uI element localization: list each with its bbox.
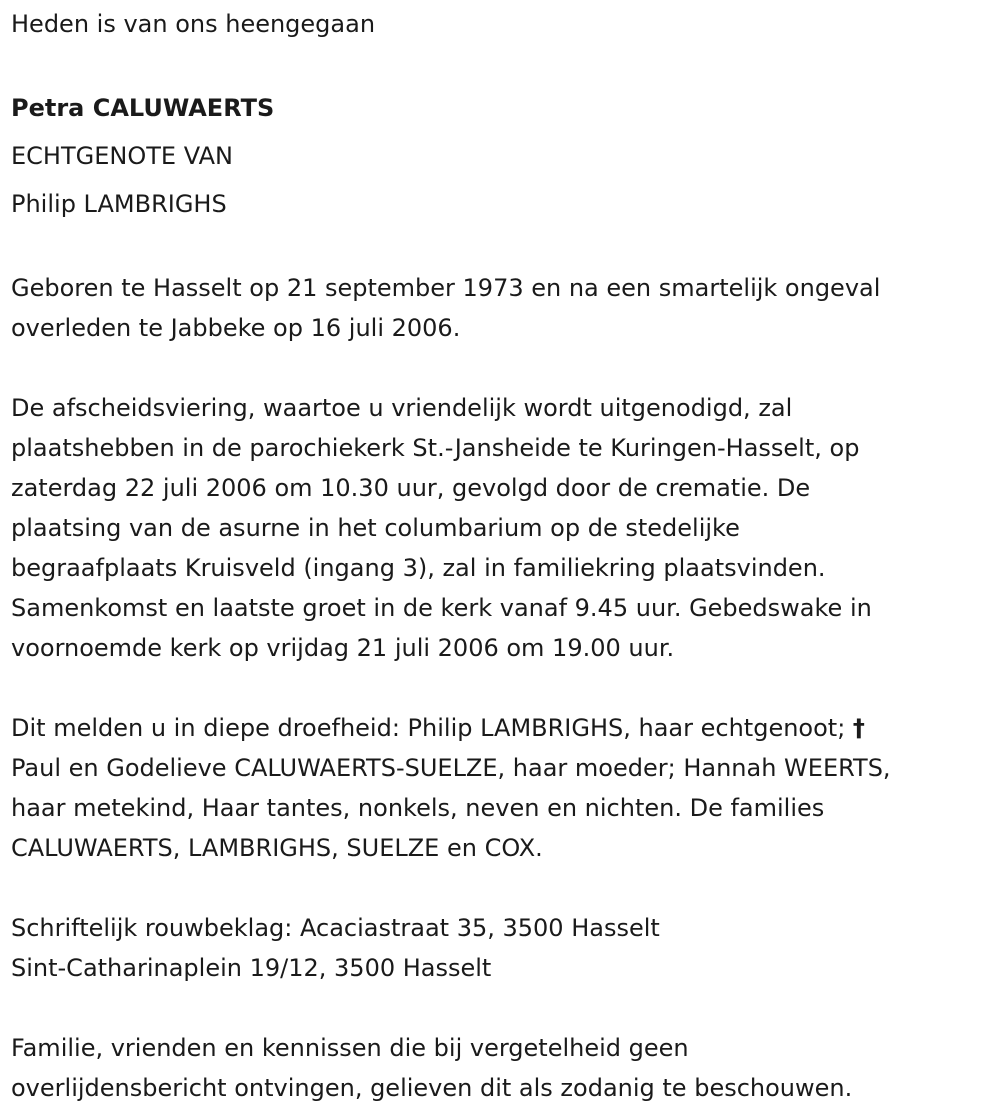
paragraph-line: zaterdag 22 juli 2006 om 10.30 uur, gevolgd door de crematie. De xyxy=(11,474,811,502)
cross-icon: † xyxy=(852,714,865,742)
spacer xyxy=(11,44,1000,84)
paragraph-line: haar metekind, Haar tantes, nonkels, neven en nichten. De families xyxy=(11,794,825,822)
condolence-address: Sint-Catharinaplein 19/12, 3500 Hasselt xyxy=(11,954,492,982)
paragraph-line: voornoemde kerk op vrijdag 21 juli 2006 om 19.00 uur. xyxy=(11,634,675,662)
spacer xyxy=(11,868,1000,908)
ceremony-paragraph xyxy=(11,388,1000,668)
mourners-text: Dit melden u in diepe droefheid: Philip LAMBRIGHS, haar echtgenoot; xyxy=(11,714,846,742)
condolences-paragraph xyxy=(11,908,1000,988)
paragraph-line: Paul en Godelieve CALUWAERTS-SUELZE, haar moeder; Hannah WEERTS, xyxy=(11,754,891,782)
spacer xyxy=(11,668,1000,708)
paragraph-line: plaatshebben in de parochiekerk St.-Jansheide te Kuringen-Hasselt, op xyxy=(11,434,860,462)
deceased-name: Petra CALUWAERTS xyxy=(11,94,275,122)
paragraph-line xyxy=(11,708,1000,748)
paragraph-line: overlijdensbericht ontvingen, gelieven dit als zodanig te beschouwen. xyxy=(11,1074,853,1102)
paragraph-line: plaatsing van de asurne in het columbarium op de stedelijke xyxy=(11,514,740,542)
spacer xyxy=(11,348,1000,388)
birth-death-paragraph xyxy=(11,268,1000,348)
paragraph-line: overleden te Jabbeke op 16 juli 2006. xyxy=(11,314,461,342)
paragraph-line: Familie, vrienden en kennissen die bij vergetelheid geen xyxy=(11,1034,689,1062)
paragraph-line: Geboren te Hasselt op 21 september 1973 en na een smartelijk ongeval xyxy=(11,274,881,302)
condolence-address: Schriftelijk rouwbeklag: Acaciastraat 35, 3500 Hasselt xyxy=(11,914,660,942)
paragraph-line: De afscheidsviering, waartoe u vriendelijk wordt uitgenodigd, zal xyxy=(11,394,793,422)
mourners-paragraph xyxy=(11,708,1000,868)
closing-paragraph xyxy=(11,1028,1000,1108)
spouse-name: Philip LAMBRIGHS xyxy=(11,190,227,218)
spacer xyxy=(11,228,1000,268)
paragraph-line: CALUWAERTS, LAMBRIGHS, SUELZE en COX. xyxy=(11,834,543,862)
spacer xyxy=(11,988,1000,1028)
relation-label: ECHTGENOTE VAN xyxy=(11,142,233,170)
paragraph-line: Samenkomst en laatste groet in de kerk vanaf 9.45 uur. Gebedswake in xyxy=(11,594,872,622)
paragraph-line: begraafplaats Kruisveld (ingang 3), zal in familiekring plaatsvinden. xyxy=(11,554,826,582)
intro-text: Heden is van ons heengegaan xyxy=(11,10,376,38)
